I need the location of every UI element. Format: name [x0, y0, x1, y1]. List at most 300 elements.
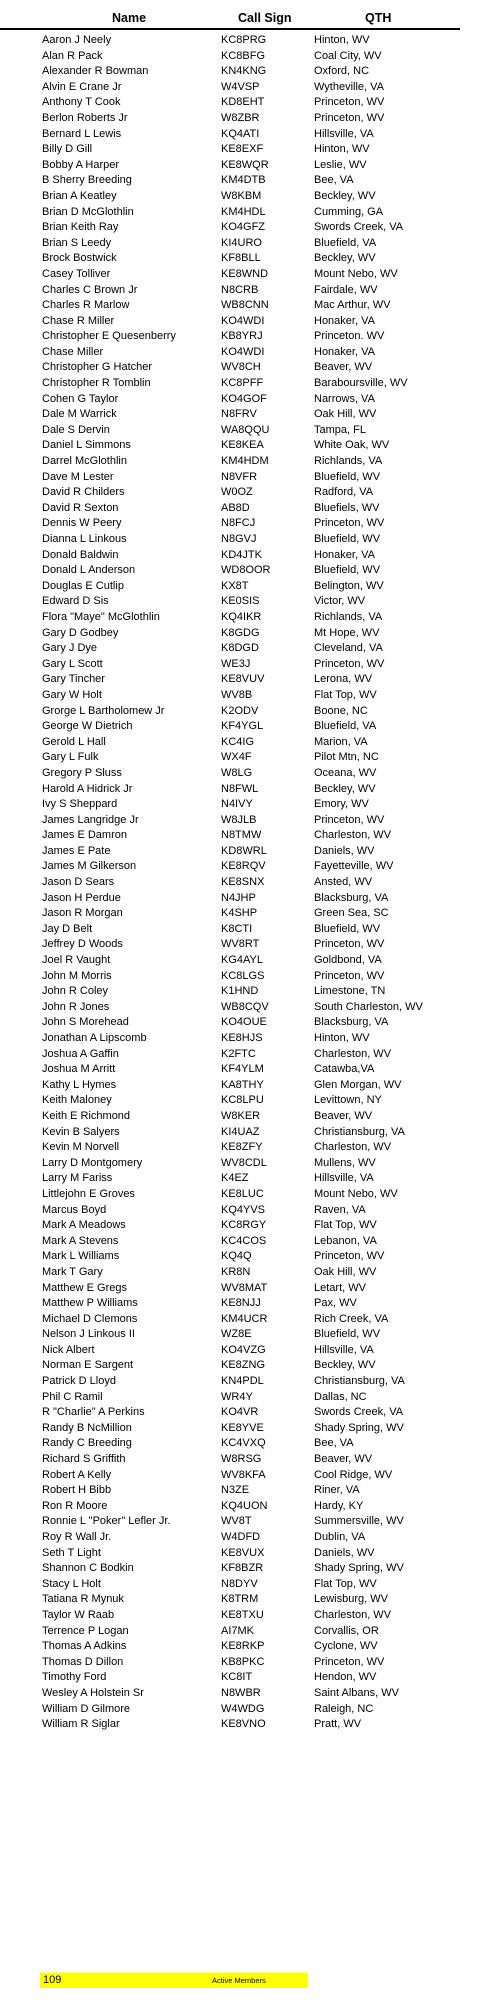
member-name: Nick Albert	[42, 1343, 95, 1356]
member-name: Matthew P Williams	[42, 1297, 138, 1310]
member-name: Kathy L Hymes	[42, 1078, 117, 1091]
member-call-sign: KQ4UON	[221, 1499, 268, 1512]
table-row	[0, 672, 498, 688]
table-row	[0, 1312, 498, 1328]
table-row	[0, 1203, 498, 1219]
member-call-sign: K8TRM	[221, 1593, 259, 1606]
member-qth: Bluefield, VA	[314, 720, 377, 733]
member-name: Keith Maloney	[42, 1094, 112, 1107]
member-call-sign: KM4HDL	[221, 205, 266, 218]
table-row	[0, 922, 498, 938]
member-name: Christopher E Quesenberry	[42, 330, 176, 343]
member-name: Alvin E Crane Jr	[42, 80, 122, 93]
member-qth: Lebanon, VA	[314, 1234, 377, 1247]
member-name: Darrel McGlothlin	[42, 455, 127, 468]
member-qth: Bluefield, WV	[314, 1328, 381, 1341]
column-header-call-sign: Call Sign	[238, 11, 292, 25]
member-name: George W Dietrich	[42, 720, 133, 733]
member-qth: Emory, WV	[314, 798, 369, 811]
member-count-bar	[40, 1973, 308, 1988]
member-qth: Saint Albans, WV	[314, 1686, 399, 1699]
table-row	[0, 142, 498, 158]
member-name: Dale M Warrick	[42, 408, 117, 421]
table-row	[0, 236, 498, 252]
member-qth: Hillsville, VA	[314, 1343, 374, 1356]
table-row	[0, 1156, 498, 1172]
member-name: Grorge L Bartholomew Jr	[42, 704, 165, 717]
table-row	[0, 329, 498, 345]
table-row	[0, 1546, 498, 1562]
member-qth: Princeton. WV	[314, 330, 385, 343]
table-row	[0, 1608, 498, 1624]
table-row	[0, 1093, 498, 1109]
table-row	[0, 501, 498, 517]
member-call-sign: KO4WDI	[221, 345, 265, 358]
member-call-sign: WV8KFA	[221, 1468, 266, 1481]
member-name: John R Coley	[42, 985, 109, 998]
member-call-sign: KE8RQV	[221, 860, 266, 873]
member-name: Larry D Montgomery	[42, 1156, 143, 1169]
member-qth: Letart, WV	[314, 1281, 366, 1294]
member-qth: Christiansburg, VA	[314, 1375, 405, 1388]
member-qth: Glen Morgan, WV	[314, 1078, 402, 1091]
member-name: Gary L Scott	[42, 657, 103, 670]
member-call-sign: KQ4ATI	[221, 127, 260, 140]
table-row	[0, 719, 498, 735]
member-call-sign: KI4UAZ	[221, 1125, 260, 1138]
table-row	[0, 1468, 498, 1484]
table-row	[0, 1670, 498, 1686]
member-name: Joshua A Gaffin	[42, 1047, 119, 1060]
member-call-sign: W8ZBR	[221, 111, 260, 124]
member-call-sign: KE8WQR	[221, 158, 269, 171]
table-row	[0, 438, 498, 454]
member-qth: Richlands, VA	[314, 455, 383, 468]
member-call-sign: KE8YVE	[221, 1421, 264, 1434]
member-qth: Charleston, WV	[314, 829, 392, 842]
member-call-sign: KM4HDM	[221, 455, 269, 468]
member-call-sign: KE0SIS	[221, 595, 260, 608]
member-name: Kevin M Norvell	[42, 1141, 120, 1154]
member-call-sign: KD8WRL	[221, 844, 267, 857]
member-name: Ivy S Sheppard	[42, 798, 118, 811]
member-name: James E Pate	[42, 844, 111, 857]
member-name: Gary D Godbey	[42, 626, 119, 639]
member-qth: Corvallis, OR	[314, 1624, 379, 1637]
member-call-sign: KC8IT	[221, 1671, 253, 1684]
member-qth: Pilot Mtn, NC	[314, 751, 379, 764]
member-name: Christopher R Tomblin	[42, 377, 151, 390]
member-count-label: Active Members	[212, 1976, 266, 1985]
member-call-sign: KC8BFG	[221, 49, 266, 62]
column-header-qth: QTH	[365, 11, 392, 25]
member-call-sign: KC8LGS	[221, 969, 265, 982]
member-name: Cohen G Taylor	[42, 392, 119, 405]
member-name: Ron R Moore	[42, 1499, 108, 1512]
table-row	[0, 1655, 498, 1671]
table-row	[0, 1436, 498, 1452]
member-call-sign: KF4YLM	[221, 1063, 264, 1076]
member-qth: Goldbond, VA	[314, 954, 382, 967]
table-row	[0, 1624, 498, 1640]
member-name: Wesley A Holstein Sr	[42, 1686, 144, 1699]
table-row	[0, 189, 498, 205]
member-name: R "Charlie" A Perkins	[42, 1406, 145, 1419]
table-row	[0, 657, 498, 673]
member-qth: Beckley, WV	[314, 1359, 376, 1372]
table-row	[0, 797, 498, 813]
member-qth: Honaker, VA	[314, 314, 375, 327]
member-qth: Bluefield, WV	[314, 922, 381, 935]
table-row	[0, 1343, 498, 1359]
member-call-sign: WA8QQU	[221, 423, 270, 436]
member-name: Jason H Perdue	[42, 891, 121, 904]
table-row	[0, 1639, 498, 1655]
table-row	[0, 891, 498, 907]
member-name: Jeffrey D Woods	[42, 938, 123, 951]
member-name: Charles C Brown Jr	[42, 283, 138, 296]
member-qth: Raleigh, NC	[314, 1702, 374, 1715]
member-call-sign: KI4URO	[221, 236, 262, 249]
member-name: Phil C Ramil	[42, 1390, 103, 1403]
member-qth: Lerona, WV	[314, 673, 373, 686]
member-call-sign: KN4PDL	[221, 1375, 264, 1388]
table-row	[0, 1109, 498, 1125]
member-name: Mark A Meadows	[42, 1219, 126, 1232]
member-call-sign: W4DFD	[221, 1531, 261, 1543]
table-row	[0, 1483, 498, 1499]
member-call-sign: KC8PRG	[221, 34, 267, 46]
member-name: Littlejohn E Groves	[42, 1187, 135, 1200]
table-row	[0, 937, 498, 953]
member-name: Robert A Kelly	[42, 1468, 112, 1481]
table-row	[0, 1592, 498, 1608]
member-name: Brian A Keatley	[42, 189, 117, 202]
member-name: Seth T Light	[42, 1546, 101, 1559]
table-row	[0, 813, 498, 829]
table-row	[0, 828, 498, 844]
member-qth: Fayetteville, WV	[314, 860, 394, 873]
member-name: Taylor W Raab	[42, 1608, 115, 1621]
member-call-sign: KA8THY	[221, 1078, 264, 1091]
member-call-sign: N8DYV	[221, 1577, 258, 1590]
member-name: Stacy L Holt	[42, 1577, 101, 1590]
member-qth: Tampa, FL	[314, 423, 366, 436]
table-row	[0, 735, 498, 751]
table-row	[0, 1187, 498, 1203]
member-qth: Daniels, WV	[314, 844, 375, 857]
member-qth: Princeton, WV	[314, 111, 385, 124]
table-row	[0, 173, 498, 189]
member-qth: Hillsville, VA	[314, 1172, 374, 1185]
member-name: Randy C Breeding	[42, 1437, 132, 1450]
member-qth: Boone, NC	[314, 704, 368, 717]
member-name: Bernard L Lewis	[42, 127, 122, 140]
member-call-sign: KD8EHT	[221, 96, 265, 109]
table-row	[0, 1374, 498, 1390]
member-qth: Princeton, WV	[314, 969, 385, 982]
member-name: Aaron J Neely	[42, 34, 112, 46]
member-name: Marcus Boyd	[42, 1203, 107, 1216]
member-qth: Swords Creek, VA	[314, 1406, 404, 1419]
member-call-sign: N8CRB	[221, 283, 259, 296]
member-call-sign: KX8T	[221, 579, 249, 592]
member-qth: Blacksburg, VA	[314, 1016, 389, 1029]
member-call-sign: WZ8E	[221, 1328, 252, 1341]
member-name: Gary W Holt	[42, 688, 102, 701]
member-qth: Charleston, WV	[314, 1141, 392, 1154]
table-row	[0, 1530, 498, 1546]
member-name: Chase R Miller	[42, 314, 115, 327]
member-call-sign: W4WDG	[221, 1702, 265, 1715]
table-row	[0, 345, 498, 361]
member-qth: Flat Top, WV	[314, 1219, 377, 1232]
member-call-sign: KQ4IKR	[221, 610, 262, 623]
member-qth: Hillsville, VA	[314, 127, 374, 140]
member-qth: Beckley, WV	[314, 252, 376, 265]
member-name: Ronnie L "Poker" Lefler Jr.	[42, 1515, 171, 1528]
table-row	[0, 844, 498, 860]
table-row	[0, 532, 498, 548]
member-qth: Hardy, KY	[314, 1499, 364, 1512]
member-qth: Pax, WV	[314, 1297, 357, 1310]
member-call-sign: N4IVY	[221, 798, 253, 811]
table-row	[0, 1358, 498, 1374]
member-call-sign: WE3J	[221, 657, 251, 670]
member-name: Gregory P Sluss	[42, 766, 122, 779]
member-name: Jonathan A Lipscomb	[42, 1032, 147, 1044]
table-row	[0, 579, 498, 595]
member-call-sign: KC4COS	[221, 1234, 267, 1247]
member-name: Timothy Ford	[42, 1671, 107, 1684]
member-call-sign: K8GDG	[221, 626, 260, 639]
member-name: Casey Tolliver	[42, 267, 111, 280]
table-row	[0, 1702, 498, 1718]
member-name: Mark L Williams	[42, 1250, 120, 1263]
member-call-sign: W8LG	[221, 766, 253, 779]
member-name: Robert H Bibb	[42, 1484, 112, 1497]
member-call-sign: WV8T	[221, 1515, 252, 1528]
member-name: Berlon Roberts Jr	[42, 111, 128, 124]
table-row	[0, 1125, 498, 1141]
member-qth: Daniels, WV	[314, 1546, 375, 1559]
member-call-sign: AI7MK	[221, 1624, 255, 1637]
member-call-sign: WX4F	[221, 751, 252, 764]
member-name: Shannon C Bodkin	[42, 1562, 134, 1575]
member-qth: Mount Nebo, WV	[314, 1187, 398, 1200]
table-row	[0, 1717, 498, 1733]
member-qth: Beckley, WV	[314, 782, 376, 795]
member-name: Flora "Maye" McGlothlin	[42, 610, 160, 623]
member-name: Daniel L Simmons	[42, 439, 131, 452]
member-qth: Mac Arthur, WV	[314, 299, 391, 312]
member-name: Norman E Sargent	[42, 1359, 134, 1372]
member-qth: Wytheville, VA	[314, 80, 384, 93]
member-name: Dianna L Linkous	[42, 533, 127, 545]
member-name: Thomas A Adkins	[42, 1640, 127, 1653]
member-qth: Raven, VA	[314, 1203, 366, 1216]
member-call-sign: W4VSP	[221, 80, 260, 93]
member-name: James M Gilkerson	[42, 860, 137, 873]
member-qth: Green Sea, SC	[314, 907, 389, 920]
member-name: Anthony T Cook	[42, 96, 121, 109]
member-name: William R Siglar	[42, 1718, 120, 1731]
table-row	[0, 875, 498, 891]
table-row	[0, 1078, 498, 1094]
member-qth: Hendon, WV	[314, 1671, 377, 1684]
member-call-sign: KF4YGL	[221, 720, 264, 733]
member-qth: Hinton, WV	[314, 1032, 370, 1044]
member-name: David R Childers	[42, 486, 125, 499]
member-call-sign: K8CTI	[221, 922, 253, 935]
member-name: John M Morris	[42, 969, 112, 982]
member-call-sign: KO4GOF	[221, 392, 267, 405]
member-call-sign: N8FRV	[221, 408, 257, 421]
member-qth: Beaver, WV	[314, 361, 373, 374]
member-qth: Rich Creek, VA	[314, 1312, 389, 1325]
member-call-sign: KB8YRJ	[221, 330, 263, 343]
member-qth: Christiansburg, VA	[314, 1125, 405, 1138]
table-row	[0, 1062, 498, 1078]
member-call-sign: KQ4YVS	[221, 1203, 266, 1216]
member-call-sign: K4SHP	[221, 907, 258, 920]
member-call-sign: KN4KNG	[221, 65, 267, 78]
member-name: Larry M Fariss	[42, 1172, 113, 1185]
member-name: Dennis W Peery	[42, 517, 122, 530]
member-call-sign: WB8CNN	[221, 299, 269, 312]
table-row	[0, 1296, 498, 1312]
member-qth: Bluefiels, WV	[314, 501, 380, 514]
member-qth: Dallas, NC	[314, 1390, 367, 1403]
member-qth: Mullens, WV	[314, 1156, 376, 1169]
member-name: Bobby A Harper	[42, 158, 120, 171]
member-qth: Princeton, WV	[314, 813, 385, 826]
member-name: Donald L Anderson	[42, 564, 136, 577]
member-name: Joshua M Arritt	[42, 1063, 116, 1076]
member-qth: Lewisburg, WV	[314, 1593, 388, 1606]
table-row	[0, 1218, 498, 1234]
member-qth: Belington, WV	[314, 579, 384, 592]
member-call-sign: N8FWL	[221, 782, 259, 795]
member-call-sign: WD8OOR	[221, 564, 271, 577]
member-call-sign: KC4VXQ	[221, 1437, 266, 1450]
table-row	[0, 251, 498, 267]
member-qth: Fairdale, WV	[314, 283, 378, 296]
table-row	[0, 953, 498, 969]
table-row	[0, 750, 498, 766]
table-row	[0, 314, 498, 330]
member-name: Alexander R Bowman	[42, 65, 149, 78]
member-name: Donald Baldwin	[42, 548, 119, 561]
table-row	[0, 641, 498, 657]
member-call-sign: KE8VUV	[221, 673, 265, 686]
member-call-sign: K2ODV	[221, 704, 259, 717]
table-row	[0, 1405, 498, 1421]
member-qth: Princeton, WV	[314, 657, 385, 670]
table-row	[0, 1281, 498, 1297]
member-qth: Dublin, VA	[314, 1531, 366, 1543]
member-qth: White Oak, WV	[314, 439, 390, 452]
member-call-sign: KO4VR	[221, 1406, 259, 1419]
member-call-sign: N8FCJ	[221, 517, 256, 530]
member-call-sign: KF8BZR	[221, 1562, 264, 1575]
member-call-sign: K4EZ	[221, 1172, 249, 1185]
member-call-sign: N8TMW	[221, 829, 262, 842]
member-count: 109	[43, 1974, 62, 1986]
table-row	[0, 267, 498, 283]
member-name: Jason R Morgan	[42, 907, 123, 920]
member-call-sign: KE8NJJ	[221, 1297, 261, 1310]
member-name: Richard S Griffith	[42, 1453, 126, 1466]
member-qth: Shady Spring, WV	[314, 1421, 404, 1434]
member-call-sign: KF8BLL	[221, 252, 261, 265]
member-call-sign: KM4DTB	[221, 174, 266, 187]
table-row	[0, 1514, 498, 1530]
table-row	[0, 782, 498, 798]
member-qth: Bluefield, WV	[314, 564, 381, 577]
member-qth: Charleston, WV	[314, 1047, 392, 1060]
member-name: Charles R Marlow	[42, 299, 130, 312]
member-qth: Cyclone, WV	[314, 1640, 378, 1653]
member-call-sign: KE8RKP	[221, 1640, 265, 1653]
member-name: Gary Tincher	[42, 673, 105, 686]
table-row	[0, 1047, 498, 1063]
member-call-sign: KE8WND	[221, 267, 269, 280]
member-qth: Bluefield, VA	[314, 236, 377, 249]
member-name: Mark T Gary	[42, 1265, 103, 1278]
member-call-sign: N4JHP	[221, 891, 256, 904]
member-qth: Princeton, WV	[314, 1655, 385, 1668]
table-row	[0, 1390, 498, 1406]
table-row	[0, 1452, 498, 1468]
table-row	[0, 766, 498, 782]
table-row	[0, 548, 498, 564]
table-row	[0, 1140, 498, 1156]
table-row	[0, 470, 498, 486]
table-row	[0, 859, 498, 875]
member-call-sign: N8GVJ	[221, 533, 257, 545]
member-name: Jason D Sears	[42, 876, 115, 889]
member-qth: Flat Top, WV	[314, 688, 377, 701]
member-name: James Langridge Jr	[42, 813, 139, 826]
table-row	[0, 1265, 498, 1281]
member-call-sign: KE8EXF	[221, 143, 264, 156]
column-header-name: Name	[112, 11, 147, 25]
table-row	[0, 1686, 498, 1702]
table-row	[0, 1015, 498, 1031]
member-qth: Victor, WV	[314, 595, 366, 608]
member-call-sign: WV8CDL	[221, 1156, 267, 1169]
member-qth: Oxford, NC	[314, 65, 370, 78]
member-qth: Summersville, WV	[314, 1515, 404, 1528]
table-row	[0, 33, 498, 49]
table-row	[0, 516, 498, 532]
member-name: Christopher G Hatcher	[42, 361, 153, 374]
member-name: Jay D Belt	[42, 922, 93, 935]
table-row	[0, 1000, 498, 1016]
member-qth: Oak Hill, WV	[314, 408, 377, 421]
table-header	[0, 10, 460, 30]
table-row	[0, 1561, 498, 1577]
member-qth: Bluefield, WV	[314, 470, 381, 483]
member-qth: Pratt, WV	[314, 1718, 362, 1731]
member-name: Edward D Sis	[42, 595, 109, 608]
member-name: Gary L Fulk	[42, 751, 99, 764]
member-qth: Beaver, WV	[314, 1453, 373, 1466]
member-call-sign: KE8LUC	[221, 1187, 264, 1200]
member-call-sign: AB8D	[221, 501, 250, 514]
member-call-sign: W8KBM	[221, 189, 262, 202]
